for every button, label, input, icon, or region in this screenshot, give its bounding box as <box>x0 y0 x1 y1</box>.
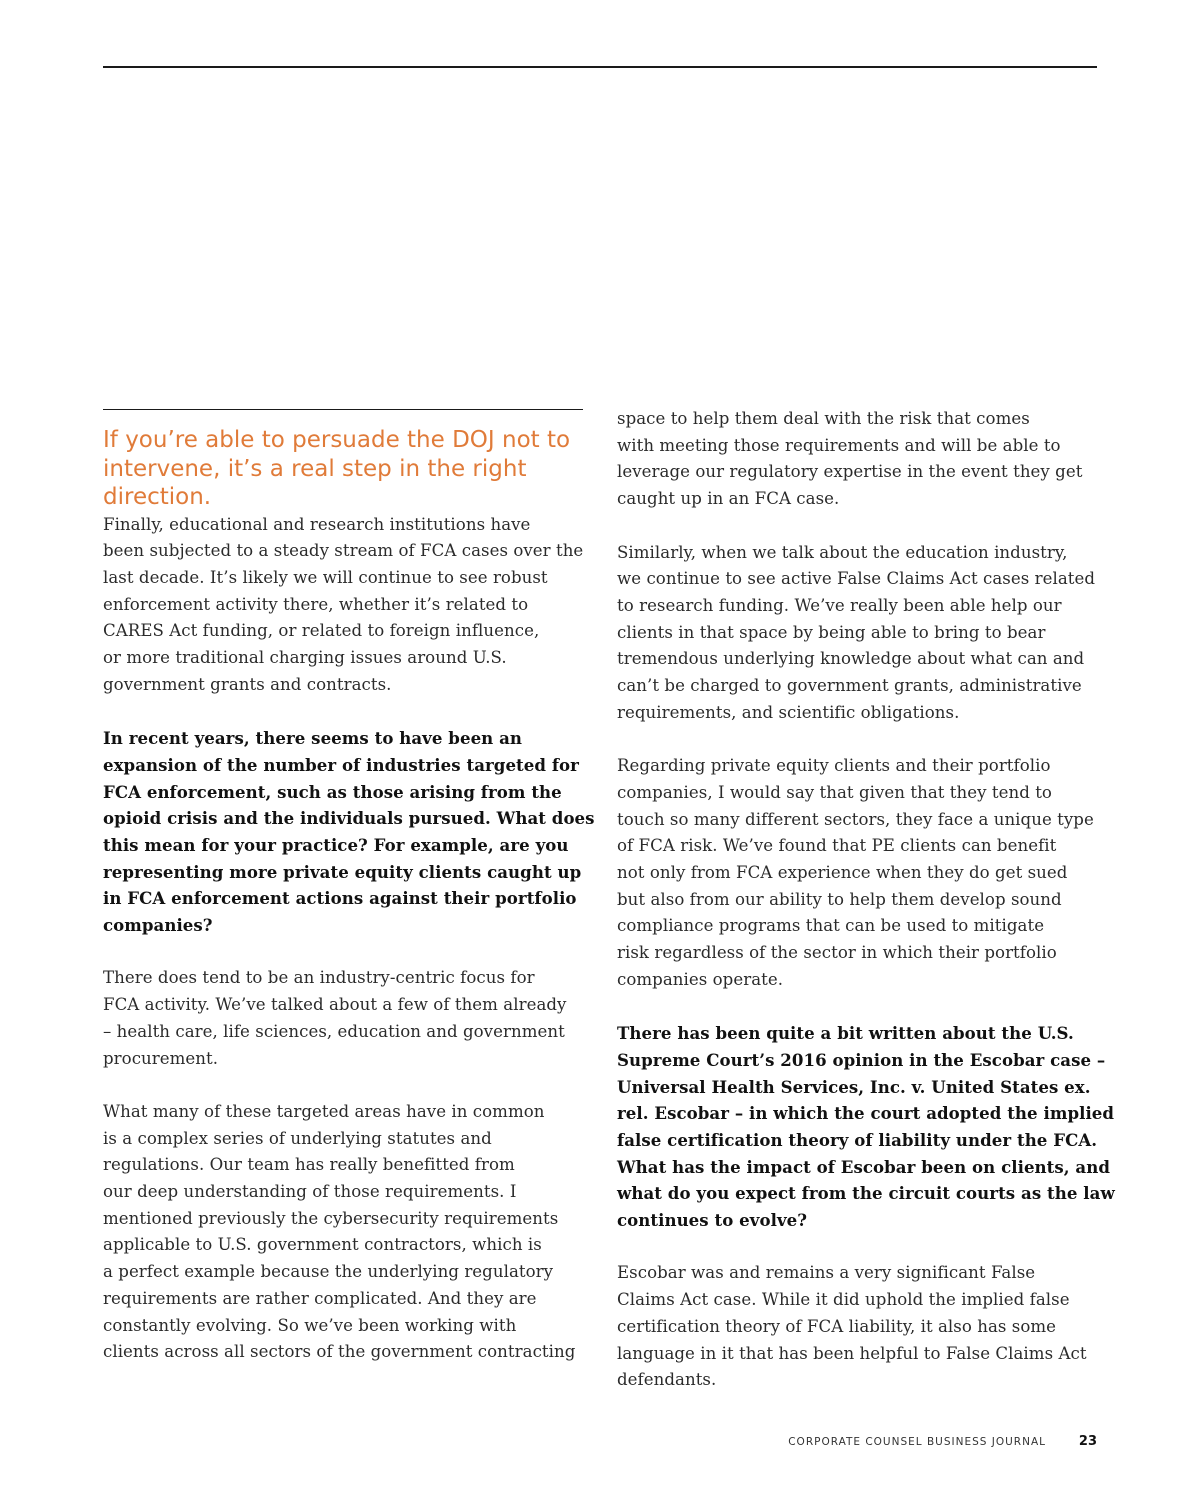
text-line: clients across all sectors of the government contracting <box>103 1342 576 1362</box>
text-line: Claims Act case. While it did uphold the implied false <box>617 1290 1070 1310</box>
text-line: Finally, educational and research institutions have <box>103 514 531 534</box>
text-line: There does tend to be an industry-centric focus for <box>103 968 535 988</box>
pull-quote-rule <box>103 409 583 410</box>
text-line: caught up in an FCA case. <box>617 489 840 509</box>
text-line: applicable to U.S. government contractors, which is <box>103 1235 542 1255</box>
right-column <box>617 406 1115 1421</box>
text-line: opioid crisis and the individuals pursued. What does <box>103 808 595 829</box>
interview-answer <box>617 540 1099 727</box>
text-line: to research funding. We’ve really been able help our <box>617 595 1062 615</box>
text-line: leverage our regulatory expertise in the event they get <box>617 462 1083 482</box>
left-column <box>103 409 595 1393</box>
text-line: false certification theory of liability under the FCA. <box>617 1129 1098 1150</box>
interview-answer <box>103 512 583 699</box>
interview-answer <box>617 753 1099 993</box>
text-line: last decade. It’s likely we will continue to see robust <box>103 567 548 587</box>
interview-answer <box>103 1099 583 1366</box>
text-line: Supreme Court’s 2016 opinion in the Escobar case – <box>617 1049 1106 1070</box>
right-paragraphs <box>617 406 1115 1394</box>
text-line: certification theory of FCA liability, it also has some <box>617 1316 1057 1336</box>
interview-question <box>103 725 595 939</box>
text-line: Universal Health Services, Inc. v. United States ex. <box>617 1076 1091 1097</box>
text-line: is a complex series of underlying statutes and <box>103 1128 492 1148</box>
interview-answer <box>103 965 583 1072</box>
text-line: not only from FCA experience when they do get sued <box>617 862 1068 882</box>
text-line: or more traditional charging issues around U.S. <box>103 648 507 668</box>
text-line: Regarding private equity clients and their portfolio <box>617 756 1051 776</box>
pull-quote: If you’re able to persuade the DOJ not to intervene, it’s a real step in the right direction. <box>103 427 571 510</box>
text-line: Similarly, when we talk about the education industry, <box>617 542 1068 562</box>
text-line: constantly evolving. So we’ve been working with <box>103 1315 517 1335</box>
text-line: CARES Act funding, or related to foreign influence, <box>103 621 540 641</box>
text-line: this mean for your practice? For example, are you <box>103 834 569 855</box>
text-line: in FCA enforcement actions against their portfolio <box>103 888 577 909</box>
text-line: companies? <box>103 915 213 936</box>
text-line: been subjected to a steady stream of FCA cases over the <box>103 541 584 561</box>
text-line: defendants. <box>617 1370 717 1390</box>
text-line: we continue to see active False Claims Act cases related <box>617 569 1096 589</box>
text-line: tremendous underlying knowledge about what can and <box>617 649 1085 669</box>
text-line: procurement. <box>103 1048 219 1068</box>
text-line: Escobar was and remains a very significant False <box>617 1263 1036 1283</box>
text-line: There has been quite a bit written about the U.S. <box>617 1023 1074 1044</box>
text-line: a perfect example because the underlying regulatory <box>103 1262 554 1282</box>
text-line: what do you expect from the circuit courts as the law <box>617 1183 1115 1204</box>
page-number: 23 <box>1078 1434 1097 1449</box>
text-line: companies, I would say that given that they tend to <box>617 782 1052 802</box>
text-line: regulations. Our team has really benefitted from <box>103 1155 515 1175</box>
text-line: requirements, and scientific obligations. <box>617 702 960 722</box>
text-line: risk regardless of the sector in which their portfolio <box>617 943 1057 963</box>
text-line: compliance programs that can be used to mitigate <box>617 916 1045 936</box>
text-line: enforcement activity there, whether it’s related to <box>103 594 529 614</box>
text-line: representing more private equity clients caught up <box>103 861 582 882</box>
text-line: expansion of the number of industries targeted for <box>103 754 579 775</box>
text-line: FCA activity. We’ve talked about a few of them already <box>103 995 567 1015</box>
text-line: of FCA risk. We’ve found that PE clients can benefit <box>617 836 1057 856</box>
top-rule <box>103 66 1097 68</box>
left-paragraphs <box>103 512 595 1366</box>
text-line: clients in that space by being able to bring to bear <box>617 622 1046 642</box>
text-line: touch so many different sectors, they face a unique type <box>617 809 1094 829</box>
text-line: – health care, life sciences, education and government <box>103 1021 565 1041</box>
interview-answer <box>617 406 1099 513</box>
text-line: companies operate. <box>617 969 784 989</box>
text-line: our deep understanding of those requirements. I <box>103 1182 517 1202</box>
text-line: language in it that has been helpful to False Claims Act <box>617 1343 1087 1363</box>
text-line: but also from our ability to help them develop sound <box>617 889 1062 909</box>
text-line: What many of these targeted areas have in common <box>103 1101 545 1121</box>
text-line: space to help them deal with the risk that comes <box>617 409 1030 428</box>
text-line: requirements are rather complicated. And they are <box>103 1288 537 1308</box>
interview-answer <box>617 1260 1099 1394</box>
text-line: What has the impact of Escobar been on clients, and <box>617 1156 1111 1177</box>
text-line: continues to evolve? <box>617 1210 808 1231</box>
interview-question <box>617 1020 1115 1234</box>
text-line: FCA enforcement, such as those arising from the <box>103 781 562 802</box>
text-line: In recent years, there seems to have been an <box>103 728 523 749</box>
publication-title: CORPORATE COUNSEL BUSINESS JOURNAL <box>788 1436 1046 1448</box>
text-line: mentioned previously the cybersecurity requirements <box>103 1208 559 1228</box>
text-line: can’t be charged to government grants, administrative <box>617 676 1082 696</box>
text-line: rel. Escobar – in which the court adopted the implied <box>617 1103 1115 1124</box>
text-line: with meeting those requirements and will be able to <box>617 435 1061 455</box>
text-line: government grants and contracts. <box>103 674 392 694</box>
